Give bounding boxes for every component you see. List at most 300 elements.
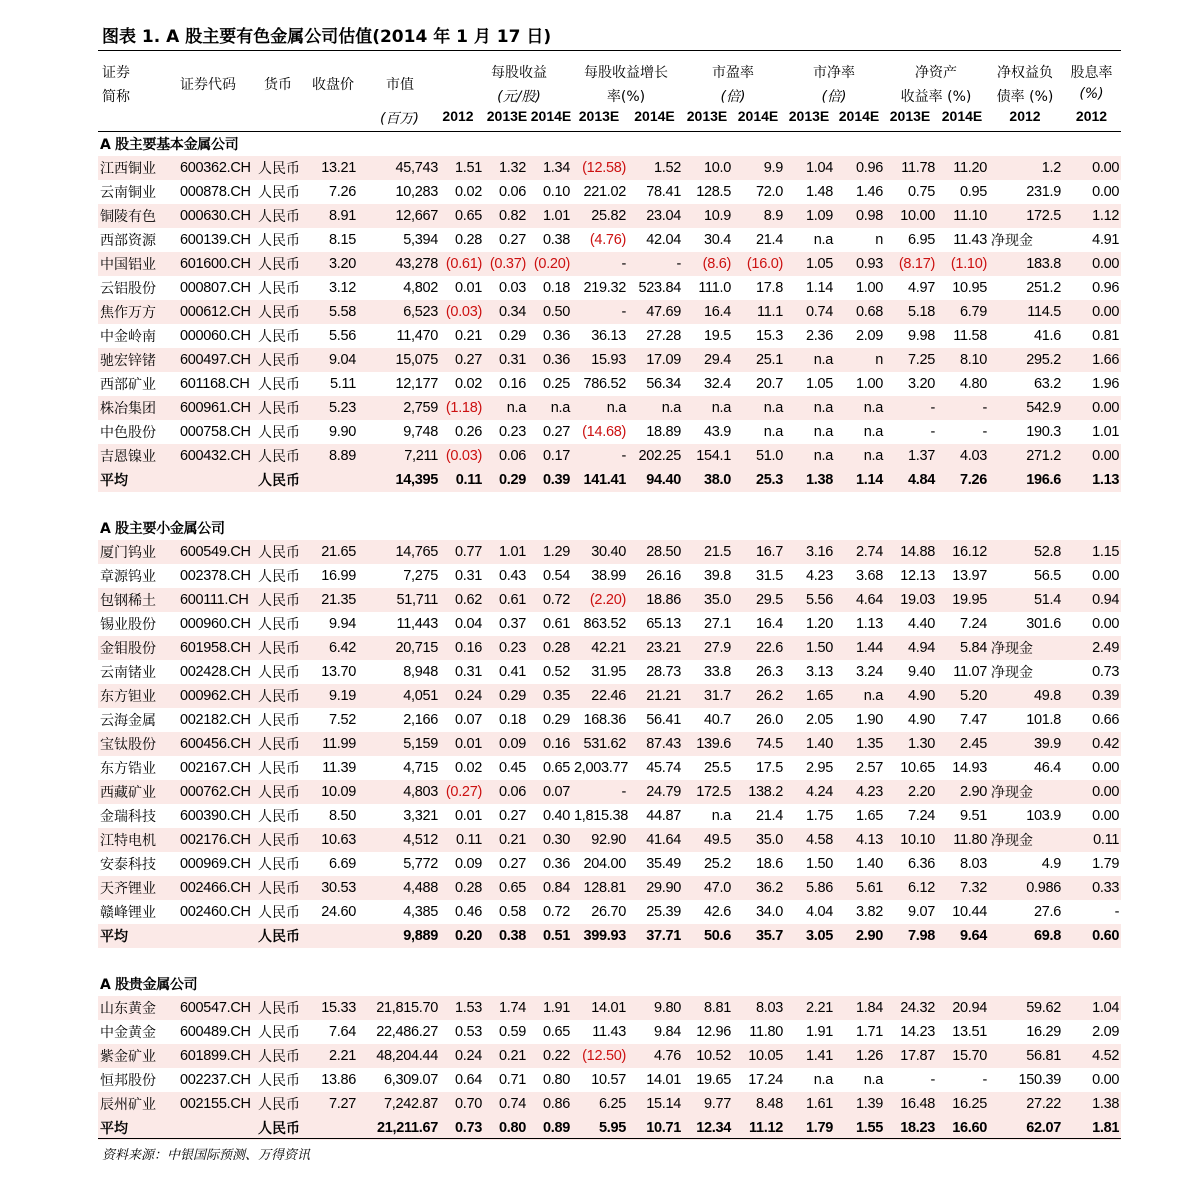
- cell-currency: 人民币: [256, 1116, 308, 1140]
- cell-eps-2014e: 0.38: [542, 232, 570, 248]
- cell-pb-2014e: 1.55: [835, 1116, 885, 1140]
- cell-pe-2013e: 27.9: [683, 636, 733, 660]
- header-mktcap-unit: (百万): [380, 111, 419, 127]
- cell-growth-2014e: 28.73: [646, 664, 681, 680]
- cell-eps-2012: 0.21: [454, 328, 482, 344]
- cell-pb-2013e: 4.04: [805, 904, 833, 920]
- cell-pe-2014e: n.a: [733, 396, 785, 420]
- cell-close: 3.20: [308, 252, 358, 276]
- table-row: [98, 1044, 1121, 1068]
- table-row: [98, 852, 1121, 876]
- header-roe-2: 收益率 (%): [900, 89, 972, 105]
- header-pe-2014e: 2014E: [737, 108, 779, 124]
- cell-eps-2012: 0.31: [454, 568, 482, 584]
- cell-close: 13.86: [321, 1072, 356, 1088]
- cell-growth-2013e: 36.13: [591, 328, 626, 344]
- cell-debt-2012: 103.9: [1026, 808, 1061, 824]
- cell-currency: 人民币: [256, 252, 308, 276]
- cell-debt-2012: 59.62: [989, 996, 1063, 1020]
- cell-pe-2014e: 16.4: [755, 616, 783, 632]
- cell-mktcap: 45,743: [358, 156, 440, 180]
- cell-pe-2014e: 11.12: [733, 1116, 785, 1140]
- cell-eps-2014e: 0.18: [542, 280, 570, 296]
- cell-name: 中金岭南: [100, 329, 156, 345]
- cell-name: 平均: [98, 924, 178, 948]
- cell-pb-2013e: 1.79: [785, 1116, 835, 1140]
- cell-code: 002378.CH: [180, 568, 251, 584]
- cell-growth-2013e: 6.25: [572, 1092, 628, 1116]
- cell-pb-2013e: 4.24: [785, 780, 835, 804]
- cell-eps-2013e: 0.06: [498, 184, 526, 200]
- cell-code: 601168.CH: [180, 376, 250, 392]
- cell-eps-2014e: 0.28: [528, 636, 572, 660]
- cell-pb-2014e: 1.71: [855, 1024, 883, 1040]
- cell-pe-2014e: 26.3: [755, 664, 783, 680]
- cell-eps-2014e: 0.61: [542, 616, 570, 632]
- cell-growth-2013e: 15.93: [572, 348, 628, 372]
- cell-eps-2014e: 0.17: [528, 444, 572, 468]
- cell-eps-2013e: 0.29: [498, 328, 526, 344]
- table-row: [98, 1020, 1121, 1044]
- cell-close: 9.90: [328, 424, 356, 440]
- cell-eps-2013e: 1.32: [484, 156, 528, 180]
- cell-currency: 人民币: [256, 468, 308, 492]
- cell-pb-2014e: 1.65: [855, 808, 883, 824]
- cell-eps-2014e: 0.07: [528, 780, 572, 804]
- cell-div-2012: -: [1114, 904, 1120, 920]
- cell-growth-2013e: -: [572, 252, 628, 276]
- cell-code: [178, 1116, 256, 1140]
- cell-eps-2012: 0.65: [440, 204, 484, 228]
- table-row: [98, 900, 1121, 924]
- cell-pe-2013e: n.a: [711, 808, 731, 824]
- cell-code: 002167.CH: [180, 760, 251, 776]
- cell-pb-2014e: 1.26: [835, 1044, 885, 1068]
- cell-div-2012: 0.42: [1063, 732, 1121, 756]
- table-row: [98, 228, 1121, 252]
- cell-pb-2013e: 1.48: [805, 184, 833, 200]
- cell-code: 002176.CH: [178, 828, 256, 852]
- cell-roe-2013e: 4.84: [885, 468, 937, 492]
- cell-growth-2014e: 4.76: [628, 1044, 683, 1068]
- cell-pe-2013e: 38.0: [683, 468, 733, 492]
- cell-eps-2013e: 0.65: [484, 876, 528, 900]
- cell-eps-2013e: 0.21: [484, 1044, 528, 1068]
- cell-growth-2013e: (12.58): [572, 156, 628, 180]
- cell-eps-2013e: 0.59: [498, 1024, 526, 1040]
- cell-growth-2013e: -: [572, 780, 628, 804]
- cell-pb-2014e: n.a: [835, 684, 885, 708]
- cell-pe-2014e: 8.03: [733, 996, 785, 1020]
- cell-close: 6.42: [308, 636, 358, 660]
- table-row: [98, 444, 1121, 468]
- table-row: [98, 708, 1121, 732]
- cell-code: 002428.CH: [180, 664, 251, 680]
- cell-code: 000960.CH: [180, 616, 251, 632]
- cell-name: 平均: [98, 468, 178, 492]
- cell-debt-2012: 542.9: [989, 396, 1063, 420]
- header-roe-2013e: 2013E: [889, 108, 931, 124]
- cell-pb-2014e: 2.09: [855, 328, 883, 344]
- cell-div-2012: 1.79: [1092, 856, 1120, 872]
- cell-roe-2014e: 7.47: [959, 712, 987, 728]
- cell-debt-2012: 27.6: [1033, 904, 1061, 920]
- cell-pb-2013e: 2.05: [805, 712, 833, 728]
- cell-name: 云南锗业: [100, 665, 156, 681]
- cell-pe-2013e: 10.52: [683, 1044, 733, 1068]
- cell-eps-2012: 0.62: [440, 588, 484, 612]
- cell-eps-2013e: 0.80: [484, 1116, 528, 1140]
- cell-close: 2.21: [308, 1044, 358, 1068]
- cell-eps-2014e: 0.54: [542, 568, 570, 584]
- cell-eps-2012: 0.01: [454, 808, 482, 824]
- cell-growth-2013e: 2,003.77: [574, 760, 628, 776]
- cell-pb-2014e: n: [835, 348, 885, 372]
- cell-mktcap: 14,765: [358, 540, 440, 564]
- cell-pe-2013e: 10.0: [683, 156, 733, 180]
- cell-close: 13.21: [308, 156, 358, 180]
- cell-eps-2014e: 0.36: [542, 856, 570, 872]
- cell-currency: 人民币: [256, 396, 308, 420]
- cell-growth-2013e: 14.01: [572, 996, 628, 1020]
- cell-roe-2014e: -: [982, 1072, 987, 1088]
- cell-name: 金瑞科技: [100, 809, 156, 825]
- cell-mktcap: 11,443: [396, 616, 438, 632]
- cell-debt-2012: 4.9: [1041, 856, 1061, 872]
- cell-pb-2014e: 1.39: [835, 1092, 885, 1116]
- cell-growth-2014e: 1.52: [628, 156, 683, 180]
- cell-div-2012: 0.00: [1092, 616, 1120, 632]
- cell-pe-2013e: 16.4: [683, 300, 733, 324]
- cell-name: 厦门钨业: [98, 540, 178, 564]
- cell-roe-2014e: 15.70: [937, 1044, 989, 1068]
- cell-eps-2012: 0.31: [454, 664, 482, 680]
- cell-name: 云铝股份: [100, 281, 156, 297]
- cell-eps-2014e: 0.89: [528, 1116, 572, 1140]
- cell-close: 10.09: [308, 780, 358, 804]
- cell-pe-2013e: 32.4: [703, 376, 731, 392]
- cell-currency: 人民币: [258, 809, 300, 825]
- cell-eps-2013e: 0.45: [498, 760, 526, 776]
- cell-roe-2013e: 4.90: [907, 712, 935, 728]
- cell-code: 000962.CH: [178, 684, 256, 708]
- cell-growth-2014e: 23.21: [628, 636, 683, 660]
- cell-close: 8.15: [328, 232, 356, 248]
- cell-roe-2013e: 6.12: [885, 876, 937, 900]
- cell-roe-2013e: 10.00: [885, 204, 937, 228]
- cell-eps-2014e: 0.29: [542, 712, 570, 728]
- cell-roe-2014e: 9.64: [937, 924, 989, 948]
- header-eps-growth-1: 每股收益增长: [584, 65, 668, 81]
- cell-growth-2014e: 26.16: [646, 568, 681, 584]
- cell-pe-2014e: 26.2: [733, 684, 785, 708]
- cell-pb-2014e: 1.00: [855, 280, 883, 296]
- header-eps-2014e: 2014E: [530, 108, 572, 124]
- cell-debt-2012: 净现金: [989, 636, 1063, 660]
- cell-pb-2014e: 2.57: [855, 760, 883, 776]
- header-pe-2013e: 2013E: [686, 108, 728, 124]
- cell-eps-2012: 0.53: [454, 1024, 482, 1040]
- cell-roe-2013e: 11.78: [885, 156, 937, 180]
- cell-div-2012: 1.04: [1063, 996, 1121, 1020]
- cell-mktcap: 4,512: [358, 828, 440, 852]
- cell-currency: 人民币: [256, 828, 308, 852]
- cell-eps-2012: 0.02: [454, 376, 482, 392]
- cell-code: 600547.CH: [178, 996, 256, 1020]
- cell-pb-2013e: 1.38: [785, 468, 835, 492]
- cell-growth-2013e: 219.32: [583, 280, 626, 296]
- cell-roe-2013e: 12.13: [900, 568, 935, 584]
- cell-eps-2013e: 0.06: [484, 444, 528, 468]
- cell-div-2012: 0.66: [1092, 712, 1120, 728]
- cell-growth-2013e: 5.95: [572, 1116, 628, 1140]
- cell-pb-2014e: 3.24: [855, 664, 883, 680]
- cell-div-2012: 0.39: [1063, 684, 1121, 708]
- cell-currency: 人民币: [258, 905, 300, 921]
- cell-code: 002466.CH: [178, 876, 256, 900]
- cell-pe-2014e: 138.2: [733, 780, 785, 804]
- cell-eps-2014e: 0.40: [542, 808, 570, 824]
- cell-growth-2014e: 41.64: [628, 828, 683, 852]
- cell-code: 000878.CH: [180, 184, 251, 200]
- cell-eps-2013e: 0.71: [498, 1072, 526, 1088]
- cell-pe-2014e: (16.0): [733, 252, 785, 276]
- cell-growth-2014e: 17.09: [628, 348, 683, 372]
- cell-pe-2013e: 25.2: [703, 856, 731, 872]
- cell-currency: 人民币: [258, 425, 300, 441]
- cell-pb-2013e: 3.13: [805, 664, 833, 680]
- cell-name: 宝钛股份: [98, 732, 178, 756]
- cell-growth-2014e: 78.41: [646, 184, 681, 200]
- cell-name: 紫金矿业: [98, 1044, 178, 1068]
- cell-code: 600139.CH: [180, 232, 251, 248]
- cell-pe-2014e: 9.9: [733, 156, 785, 180]
- cell-roe-2013e: 4.40: [907, 616, 935, 632]
- cell-pe-2014e: 29.5: [733, 588, 785, 612]
- cell-eps-2014e: 0.80: [542, 1072, 570, 1088]
- cell-close: 5.56: [328, 328, 356, 344]
- cell-eps-2012: 1.51: [440, 156, 484, 180]
- cell-pb-2013e: 1.05: [785, 252, 835, 276]
- header-eps-unit: (元/股): [497, 89, 541, 105]
- cell-code: 000612.CH: [178, 300, 256, 324]
- cell-close: 6.69: [328, 856, 356, 872]
- cell-pe-2013e: 27.1: [703, 616, 731, 632]
- cell-growth-2014e: 21.21: [628, 684, 683, 708]
- cell-pe-2013e: 49.5: [683, 828, 733, 852]
- table-row: [98, 1068, 1121, 1092]
- cell-pe-2013e: 9.77: [683, 1092, 733, 1116]
- cell-div-2012: 0.00: [1092, 1072, 1120, 1088]
- cell-currency: 人民币: [258, 713, 300, 729]
- cell-name: 中金黄金: [100, 1025, 156, 1041]
- cell-eps-2012: 0.02: [454, 760, 482, 776]
- cell-code: 600489.CH: [180, 1024, 251, 1040]
- cell-eps-2012: 0.07: [454, 712, 482, 728]
- cell-debt-2012: 净现金: [989, 780, 1063, 804]
- cell-roe-2014e: 11.80: [937, 828, 989, 852]
- cell-name: 东方钽业: [98, 684, 178, 708]
- cell-eps-2012: (0.03): [440, 444, 484, 468]
- cell-eps-2014e: 0.22: [528, 1044, 572, 1068]
- cell-mktcap: 12,667: [358, 204, 440, 228]
- cell-pb-2014e: 1.35: [835, 732, 885, 756]
- table-row: [98, 276, 1121, 300]
- cell-growth-2014e: 29.90: [628, 876, 683, 900]
- cell-mktcap: 4,802: [403, 280, 438, 296]
- cell-eps-2013e: 0.27: [498, 232, 526, 248]
- cell-roe-2013e: 17.87: [885, 1044, 937, 1068]
- cell-close: [308, 924, 358, 948]
- cell-div-2012: 1.15: [1063, 540, 1121, 564]
- cell-roe-2013e: 10.10: [885, 828, 937, 852]
- cell-eps-2013e: 0.06: [484, 780, 528, 804]
- cell-debt-2012: 16.29: [1026, 1024, 1061, 1040]
- cell-code: 600362.CH: [178, 156, 256, 180]
- cell-pe-2013e: 33.8: [703, 664, 731, 680]
- cell-close: 21.65: [308, 540, 358, 564]
- cell-roe-2014e: 0.95: [959, 184, 987, 200]
- cell-roe-2014e: 7.32: [937, 876, 989, 900]
- cell-pb-2013e: 1.05: [805, 376, 833, 392]
- cell-mktcap: 7,211: [358, 444, 440, 468]
- header-eps-2012: 2012: [442, 108, 474, 124]
- cell-eps-2014e: 0.72: [542, 904, 570, 920]
- cell-growth-2013e: n.a: [572, 396, 628, 420]
- table-row: [98, 324, 1121, 348]
- cell-eps-2012: 0.26: [454, 424, 482, 440]
- cell-div-2012: 1.96: [1092, 376, 1120, 392]
- cell-pb-2014e: 1.40: [855, 856, 883, 872]
- cell-pb-2013e: 2.36: [805, 328, 833, 344]
- cell-close: 24.60: [321, 904, 356, 920]
- cell-close: 7.64: [328, 1024, 356, 1040]
- cell-roe-2013e: 14.23: [900, 1024, 935, 1040]
- cell-eps-2013e: 1.01: [484, 540, 528, 564]
- cell-growth-2013e: 531.62: [572, 732, 628, 756]
- cell-eps-2013e: 0.27: [498, 808, 526, 824]
- cell-debt-2012: 1.2: [989, 156, 1063, 180]
- table-row: [98, 156, 1121, 180]
- cell-eps-2012: 0.04: [454, 616, 482, 632]
- cell-growth-2013e: 128.81: [572, 876, 628, 900]
- cell-pe-2013e: 19.5: [703, 328, 731, 344]
- cell-roe-2013e: 0.75: [907, 184, 935, 200]
- cell-roe-2014e: 5.84: [937, 636, 989, 660]
- cell-pe-2014e: 26.0: [755, 712, 783, 728]
- cell-pe-2013e: 111.0: [698, 280, 731, 296]
- cell-pb-2013e: 1.09: [785, 204, 835, 228]
- cell-growth-2013e: -: [572, 300, 628, 324]
- cell-growth-2014e: 56.41: [646, 712, 681, 728]
- cell-pe-2014e: 34.0: [755, 904, 783, 920]
- cell-roe-2013e: 18.23: [885, 1116, 937, 1140]
- cell-debt-2012: 150.39: [1018, 1072, 1061, 1088]
- table-row: [98, 564, 1121, 588]
- cell-name: 江西铜业: [98, 156, 178, 180]
- cell-eps-2012: 0.24: [440, 1044, 484, 1068]
- cell-close: 10.63: [308, 828, 358, 852]
- cell-debt-2012: 301.6: [1026, 616, 1061, 632]
- cell-code: 600456.CH: [178, 732, 256, 756]
- cell-eps-2012: 0.16: [440, 636, 484, 660]
- cell-eps-2014e: 0.36: [542, 328, 570, 344]
- cell-pb-2014e: n.a: [863, 424, 883, 440]
- cell-name: 辰州矿业: [98, 1092, 178, 1116]
- cell-growth-2013e: 204.00: [583, 856, 626, 872]
- cell-code: 002460.CH: [180, 904, 251, 920]
- cell-mktcap: 4,051: [358, 684, 440, 708]
- cell-pe-2013e: (8.6): [683, 252, 733, 276]
- cell-growth-2013e: 92.90: [572, 828, 628, 852]
- table-row: [98, 252, 1121, 276]
- cell-pe-2013e: 47.0: [683, 876, 733, 900]
- cell-debt-2012: 190.3: [1026, 424, 1061, 440]
- cell-close: 5.58: [308, 300, 358, 324]
- cell-roe-2014e: 5.20: [937, 684, 989, 708]
- cell-close: 3.12: [328, 280, 356, 296]
- cell-name: 西部资源: [100, 233, 156, 249]
- cell-mktcap: 3,321: [403, 808, 438, 824]
- header-div-2012: 2012: [1075, 108, 1108, 124]
- cell-eps-2012: 0.77: [440, 540, 484, 564]
- cell-mktcap: 7,275: [403, 568, 438, 584]
- cell-currency: 人民币: [256, 636, 308, 660]
- cell-mktcap: 20,715: [358, 636, 440, 660]
- cell-eps-2014e: 0.51: [528, 924, 572, 948]
- cell-mktcap: 12,177: [395, 376, 438, 392]
- cell-eps-2013e: 0.23: [498, 424, 526, 440]
- cell-pe-2014e: 35.7: [733, 924, 785, 948]
- cell-eps-2014e: 0.84: [528, 876, 572, 900]
- cell-pb-2013e: 4.23: [805, 568, 833, 584]
- cell-debt-2012: 251.2: [1026, 280, 1061, 296]
- cell-currency: 人民币: [258, 1025, 300, 1041]
- cell-roe-2014e: 8.10: [937, 348, 989, 372]
- cell-roe-2014e: 16.60: [937, 1116, 989, 1140]
- cell-div-2012: 1.38: [1063, 1092, 1121, 1116]
- cell-eps-2012: 0.11: [440, 828, 484, 852]
- cell-close: 5.11: [330, 376, 356, 392]
- cell-growth-2013e: -: [572, 444, 628, 468]
- cell-roe-2014e: 7.26: [937, 468, 989, 492]
- cell-div-2012: 0.00: [1063, 396, 1121, 420]
- cell-roe-2013e: 1.30: [885, 732, 937, 756]
- cell-roe-2014e: 14.93: [952, 760, 987, 776]
- cell-mktcap: 48,204.44: [358, 1044, 440, 1068]
- cell-eps-2012: (0.27): [440, 780, 484, 804]
- cell-eps-2014e: 0.27: [542, 424, 570, 440]
- cell-eps-2012: (0.03): [440, 300, 484, 324]
- cell-growth-2013e: 786.52: [583, 376, 626, 392]
- cell-mktcap: 2,166: [403, 712, 438, 728]
- cell-mktcap: 21,211.67: [358, 1116, 440, 1140]
- cell-currency: 人民币: [258, 761, 300, 777]
- cell-growth-2014e: 47.69: [628, 300, 683, 324]
- cell-pb-2013e: 1.14: [805, 280, 833, 296]
- cell-roe-2013e: 7.24: [907, 808, 935, 824]
- cell-currency: 人民币: [256, 300, 308, 324]
- cell-eps-2014e: 1.01: [528, 204, 572, 228]
- cell-pe-2013e: 25.5: [703, 760, 731, 776]
- group-title: A 股主要小金属公司: [100, 521, 225, 537]
- cell-mktcap: 10,283: [395, 184, 438, 200]
- cell-code: 601600.CH: [178, 252, 256, 276]
- cell-currency: 人民币: [258, 377, 300, 393]
- cell-code: 000969.CH: [180, 856, 251, 872]
- table-row: [98, 1092, 1121, 1116]
- cell-name: 西部矿业: [100, 377, 156, 393]
